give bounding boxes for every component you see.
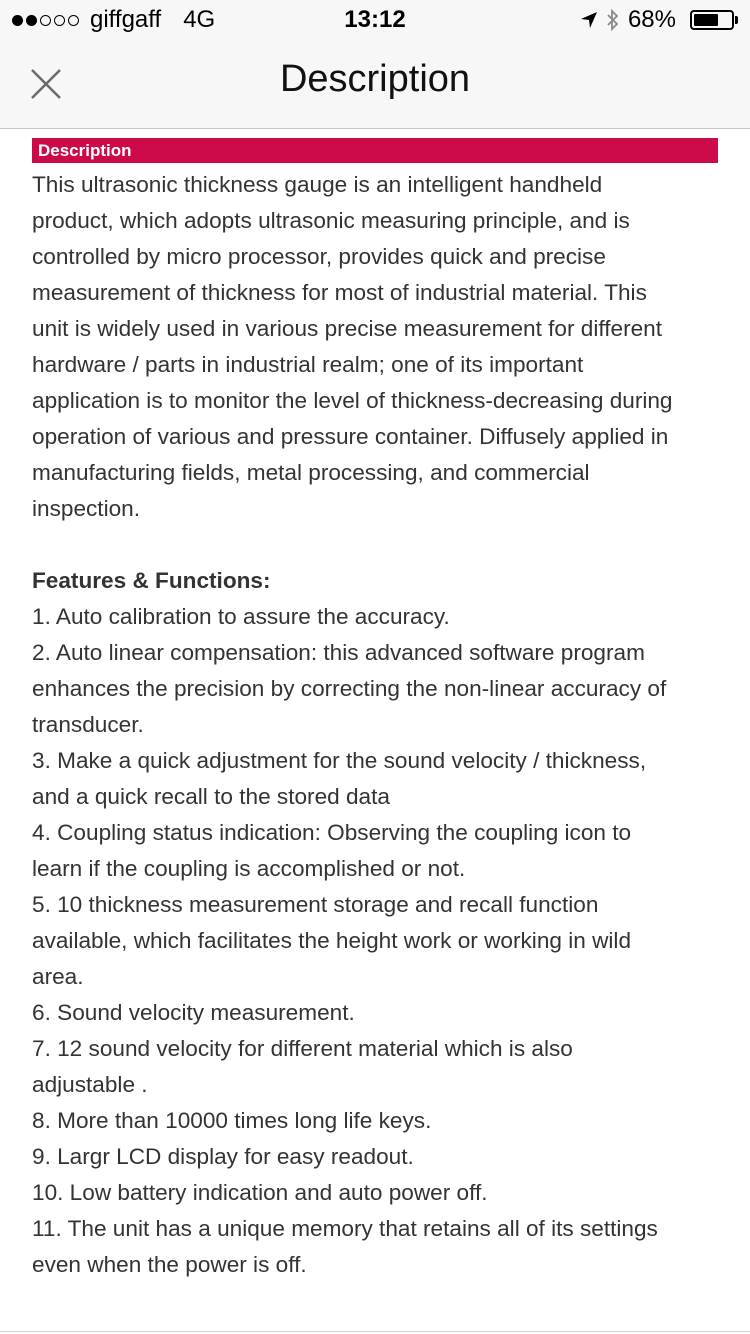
description-line: This ultrasonic thickness gauge is an intelligent handheld — [32, 172, 603, 197]
description-line: product, which adopts ultrasonic measuring principle, and is — [32, 208, 630, 233]
battery-icon — [684, 10, 738, 30]
status-time: 13:12 — [344, 6, 406, 33]
description-line: measurement of thickness for most of industrial material. This — [32, 280, 647, 305]
feature-line: available, which facilitates the height work or working in wild — [32, 928, 632, 953]
page-title: Description — [279, 58, 471, 100]
feature-line: and a quick recall to the stored data — [32, 784, 390, 809]
feature-line: 9. Largr LCD display for easy readout. — [32, 1144, 414, 1169]
carrier-name: giffgaff — [90, 6, 162, 33]
feature-line: enhances the precision by correcting the non-linear accuracy of — [32, 676, 667, 701]
feature-line: learn if the coupling is accomplished or not. — [32, 856, 466, 881]
bottom-divider — [0, 1331, 750, 1332]
feature-line: 3. Make a quick adjustment for the sound velocity / thickness, — [32, 748, 647, 773]
description-line: controlled by micro processor, provides quick and precise — [32, 244, 606, 269]
battery-fill — [694, 14, 718, 26]
description-line: manufacturing fields, metal processing, and commercial — [32, 460, 590, 485]
feature-line: 2. Auto linear compensation: this advanced software program — [32, 640, 645, 665]
description-paragraph — [32, 167, 722, 527]
feature-line: 7. 12 sound velocity for different material which is also — [32, 1036, 573, 1061]
feature-line: 4. Coupling status indication: Observing the coupling icon to — [32, 820, 632, 845]
location-arrow-icon — [580, 11, 598, 29]
feature-line: even when the power is off. — [32, 1252, 307, 1277]
battery-percent: 68% — [627, 6, 676, 33]
feature-line: 1. Auto calibration to assure the accuracy. — [32, 604, 450, 629]
navigation-bar — [0, 40, 750, 129]
features-title: Features & Functions: — [32, 568, 271, 593]
feature-line: transducer. — [32, 712, 144, 737]
bluetooth-icon — [606, 9, 620, 31]
status-right — [572, 6, 738, 34]
feature-line: 6. Sound velocity measurement. — [32, 1000, 355, 1025]
feature-line: area. — [32, 964, 84, 989]
feature-line: 5. 10 thickness measurement storage and recall function — [32, 892, 599, 917]
features-list — [32, 599, 722, 1283]
feature-line: 11. The unit has a unique memory that retains all of its settings — [32, 1216, 658, 1241]
network-type: 4G — [183, 6, 216, 33]
feature-line: 8. More than 10000 times long life keys. — [32, 1108, 432, 1133]
section-header-description: Description — [32, 138, 718, 163]
feature-line: 10. Low battery indication and auto power off. — [32, 1180, 488, 1205]
description-content — [32, 138, 722, 1283]
status-bar — [0, 0, 750, 40]
description-line: inspection. — [32, 496, 141, 521]
description-line: application is to monitor the level of thickness-decreasing during — [32, 388, 673, 413]
description-line: hardware / parts in industrial realm; one of its important — [32, 352, 584, 377]
description-line: unit is widely used in various precise measurement for different — [32, 316, 662, 341]
description-line: operation of various and pressure container. Diffusely applied in — [32, 424, 669, 449]
feature-line: adjustable . — [32, 1072, 148, 1097]
